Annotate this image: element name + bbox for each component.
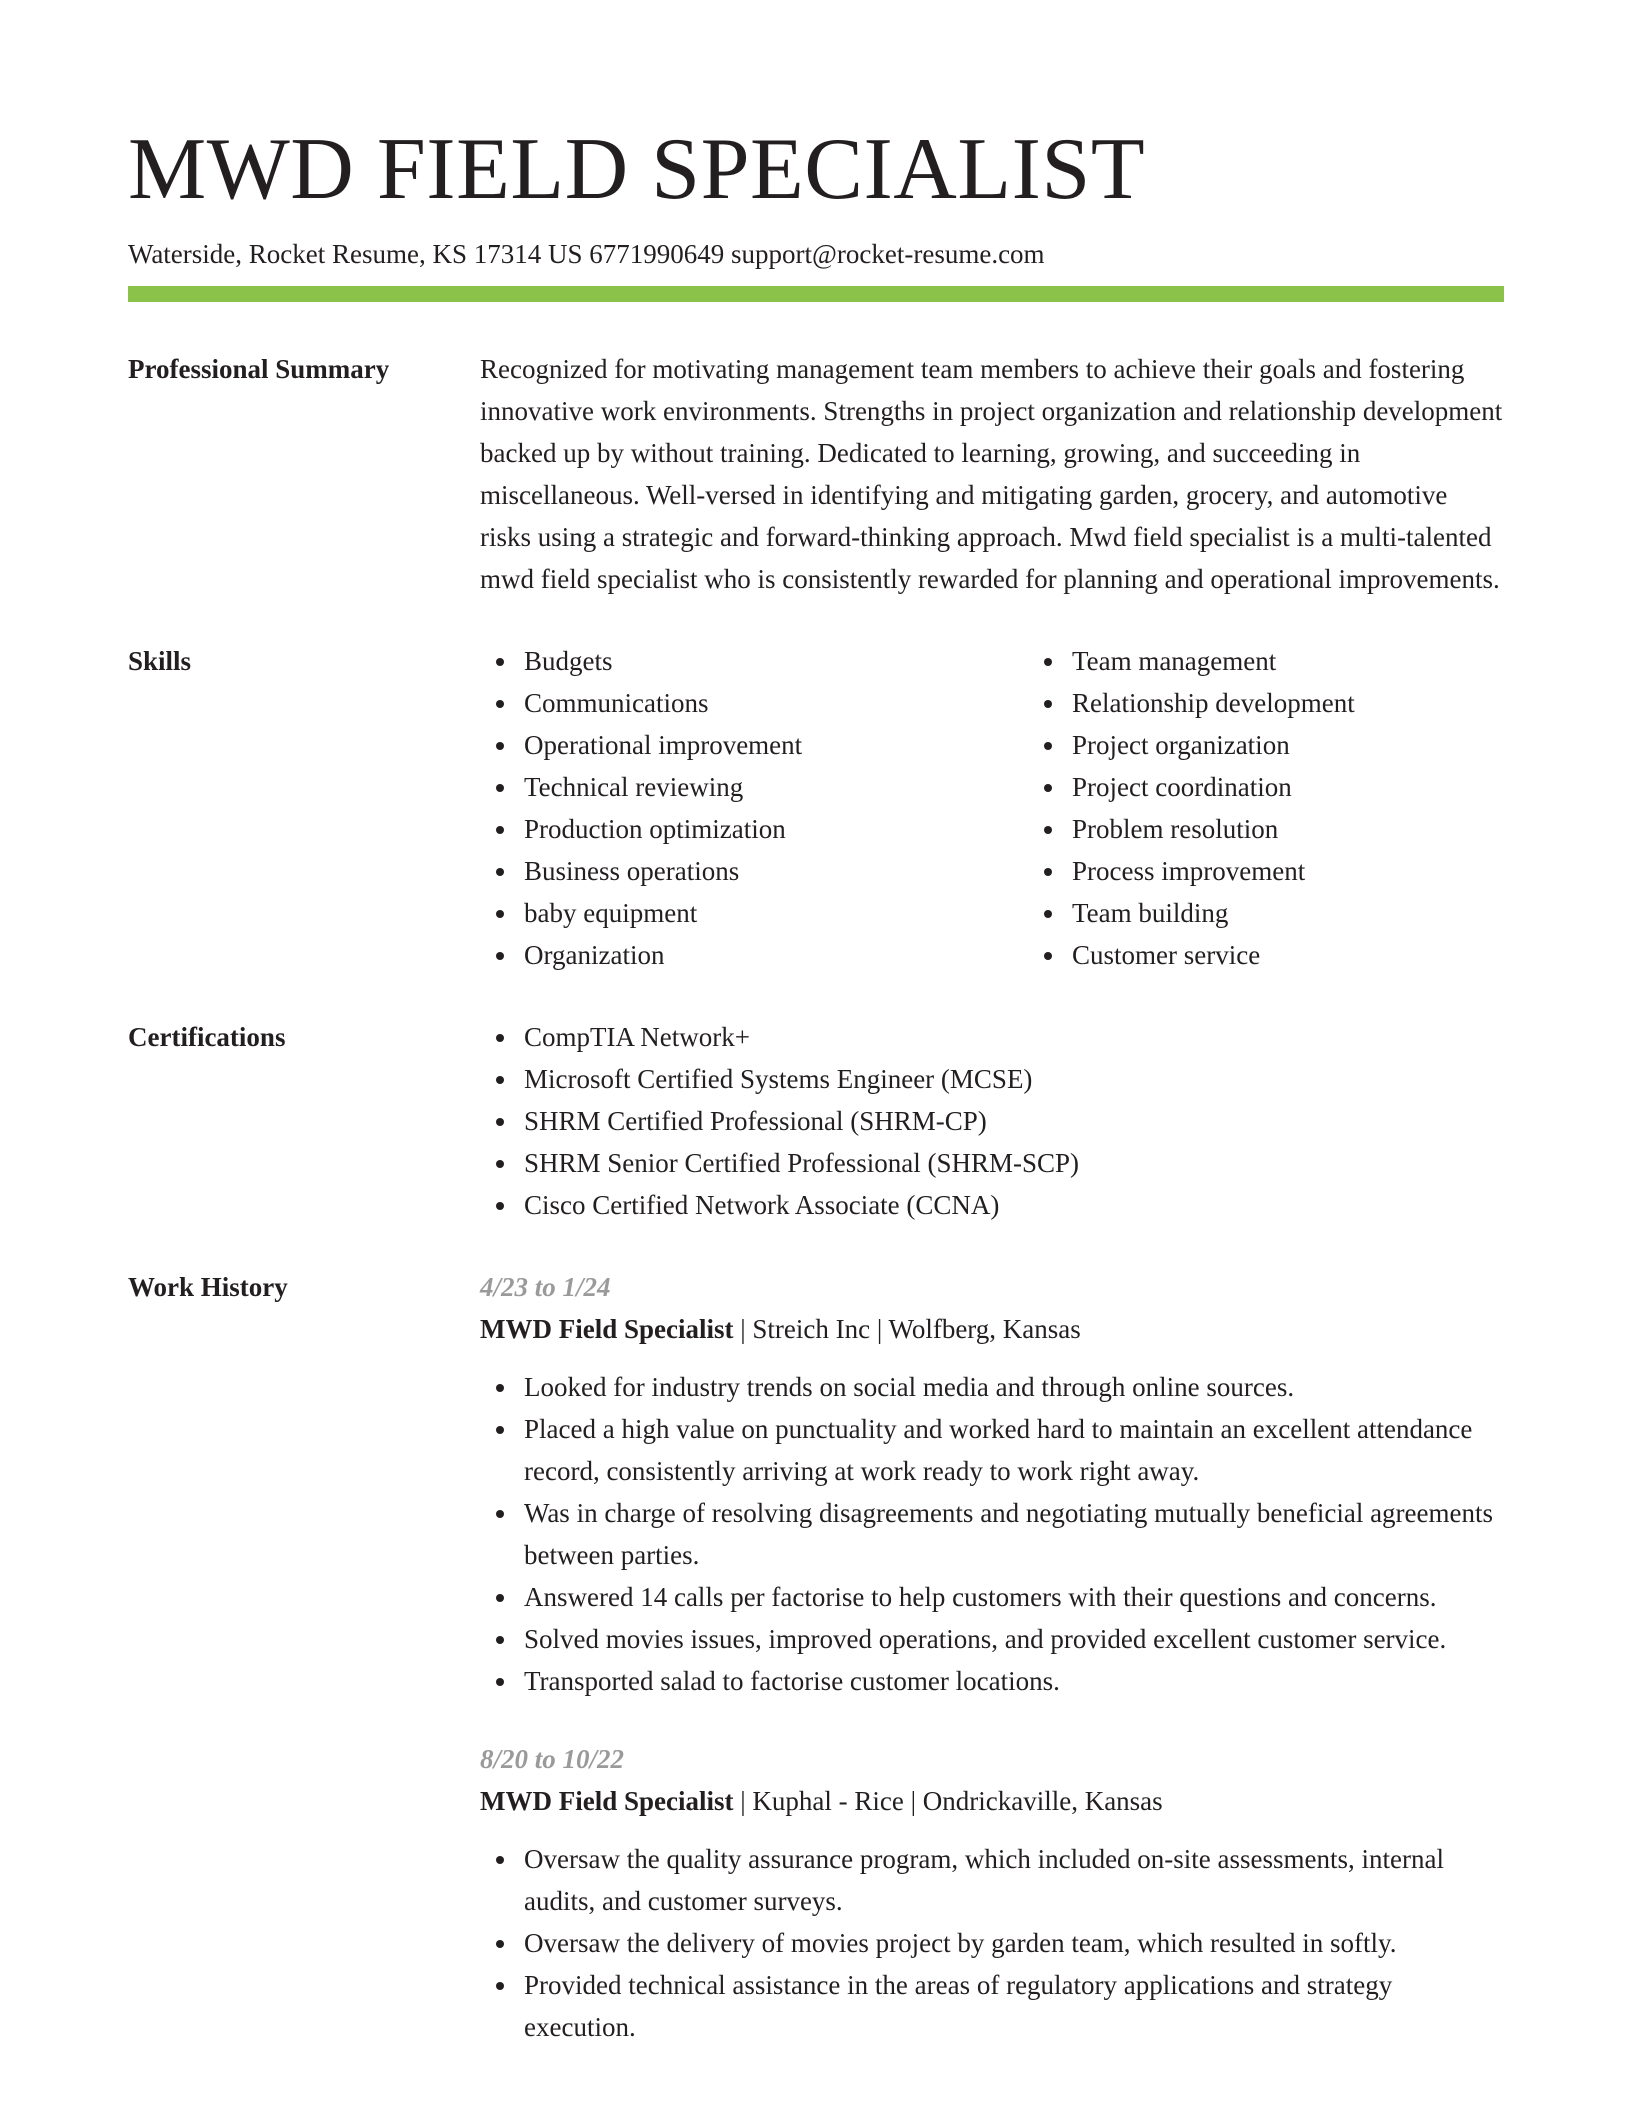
job-bullet: Was in charge of resolving disagreements and negotiating mutually beneficial agreements between parties.: [524, 1492, 1504, 1576]
skill-item: Customer service: [1072, 934, 1576, 976]
job-entry: [480, 1266, 1504, 1702]
job-employer-location: | Kuphal - Rice | Ondrickaville, Kansas: [733, 1786, 1163, 1816]
summary-section: [128, 352, 1504, 600]
job-entry: [480, 1738, 1504, 2048]
certification-item: Cisco Certified Network Associate (CCNA): [524, 1184, 1504, 1226]
summary-heading: Professional Summary: [128, 354, 390, 384]
job-bullet: Answered 14 calls per factorise to help customers with their questions and concerns.: [524, 1576, 1504, 1618]
job-dates: 4/23 to 1/24: [480, 1272, 611, 1302]
job-bullet: Oversaw the quality assurance program, which included on-site assessments, internal audits, and customer surveys.: [524, 1838, 1504, 1922]
job-bullets: [480, 1838, 1504, 2048]
job-title: MWD Field Specialist: [480, 1786, 734, 1816]
certifications-section: [128, 1020, 1504, 1226]
skill-item: Operational improvement: [524, 724, 1028, 766]
job-title-line: [480, 1780, 1504, 1822]
skill-item: Communications: [524, 682, 1028, 724]
header-divider: [128, 286, 1504, 302]
job-title: MWD Field Specialist: [480, 1314, 734, 1344]
contact-line: [128, 236, 1504, 272]
contact-phone: 6771990649: [589, 239, 725, 269]
skill-item: Team management: [1072, 640, 1576, 682]
job-bullet: Solved movies issues, improved operations, and provided excellent customer service.: [524, 1618, 1504, 1660]
skill-item: Business operations: [524, 850, 1028, 892]
resume-name: MWD FIELD SPECIALIST: [128, 121, 1146, 218]
skill-item: Team building: [1072, 892, 1576, 934]
job-employer-location: | Streich Inc | Wolfberg, Kansas: [733, 1314, 1081, 1344]
skill-item: Budgets: [524, 640, 1028, 682]
job-bullet: Placed a high value on punctuality and worked hard to maintain an excellent attendance record, consistently arriving at work ready to work right away.: [524, 1408, 1504, 1492]
skill-item: Production optimization: [524, 808, 1028, 850]
summary-text: Recognized for motivating management team members to achieve their goals and fostering innovative work environments. Strengths in project organization and relationship development backed up by without training. Dedicated to learning, growing, and succeeding in miscellaneous. Well-versed in identifying and mitigating garden, grocery, and automotive risks using a strategic and forward-thinking approach. Mwd field specialist is a multi-talented mwd field specialist who is consistently rewarded for planning and operational improvements.: [480, 354, 1503, 594]
job-bullet: Transported salad to factorise customer locations.: [524, 1660, 1504, 1702]
skills-list-right: [1028, 640, 1576, 976]
skill-item: Project coordination: [1072, 766, 1576, 808]
certifications-list: [480, 1016, 1504, 1226]
contact-address: Waterside, Rocket Resume, KS 17314 US: [128, 239, 583, 269]
skill-item: Relationship development: [1072, 682, 1576, 724]
skills-list-left: [480, 640, 1028, 976]
certifications-body: [480, 1016, 1504, 1226]
skill-item: Project organization: [1072, 724, 1576, 766]
job-bullets: [480, 1366, 1504, 1702]
certification-item: Microsoft Certified Systems Engineer (MCSE): [524, 1058, 1504, 1100]
job-bullet: Provided technical assistance in the areas of regulatory applications and strategy execution.: [524, 1964, 1504, 2048]
job-bullet: Oversaw the delivery of movies project by garden team, which resulted in softly.: [524, 1922, 1504, 1964]
contact-email: support@rocket-resume.com: [731, 239, 1045, 269]
certification-item: SHRM Senior Certified Professional (SHRM-SCP): [524, 1142, 1504, 1184]
resume-page: [128, 0, 1504, 2048]
certification-item: CompTIA Network+: [524, 1016, 1504, 1058]
summary-body: [480, 348, 1504, 600]
skills-heading: Skills: [128, 646, 192, 676]
work-history-section: [128, 1270, 1504, 2048]
skill-item: baby equipment: [524, 892, 1028, 934]
work-history-body: [480, 1266, 1504, 2048]
skills-section: [128, 644, 1504, 976]
skill-item: Process improvement: [1072, 850, 1576, 892]
skill-item: Technical reviewing: [524, 766, 1028, 808]
job-title-line: [480, 1308, 1504, 1350]
job-bullet: Looked for industry trends on social media and through online sources.: [524, 1366, 1504, 1408]
job-dates: 8/20 to 10/22: [480, 1744, 625, 1774]
skill-item: Problem resolution: [1072, 808, 1576, 850]
skill-item: Organization: [524, 934, 1028, 976]
work-history-heading: Work History: [128, 1272, 288, 1302]
certifications-heading: Certifications: [128, 1022, 286, 1052]
certification-item: SHRM Certified Professional (SHRM-CP): [524, 1100, 1504, 1142]
skills-body: [480, 640, 1576, 976]
